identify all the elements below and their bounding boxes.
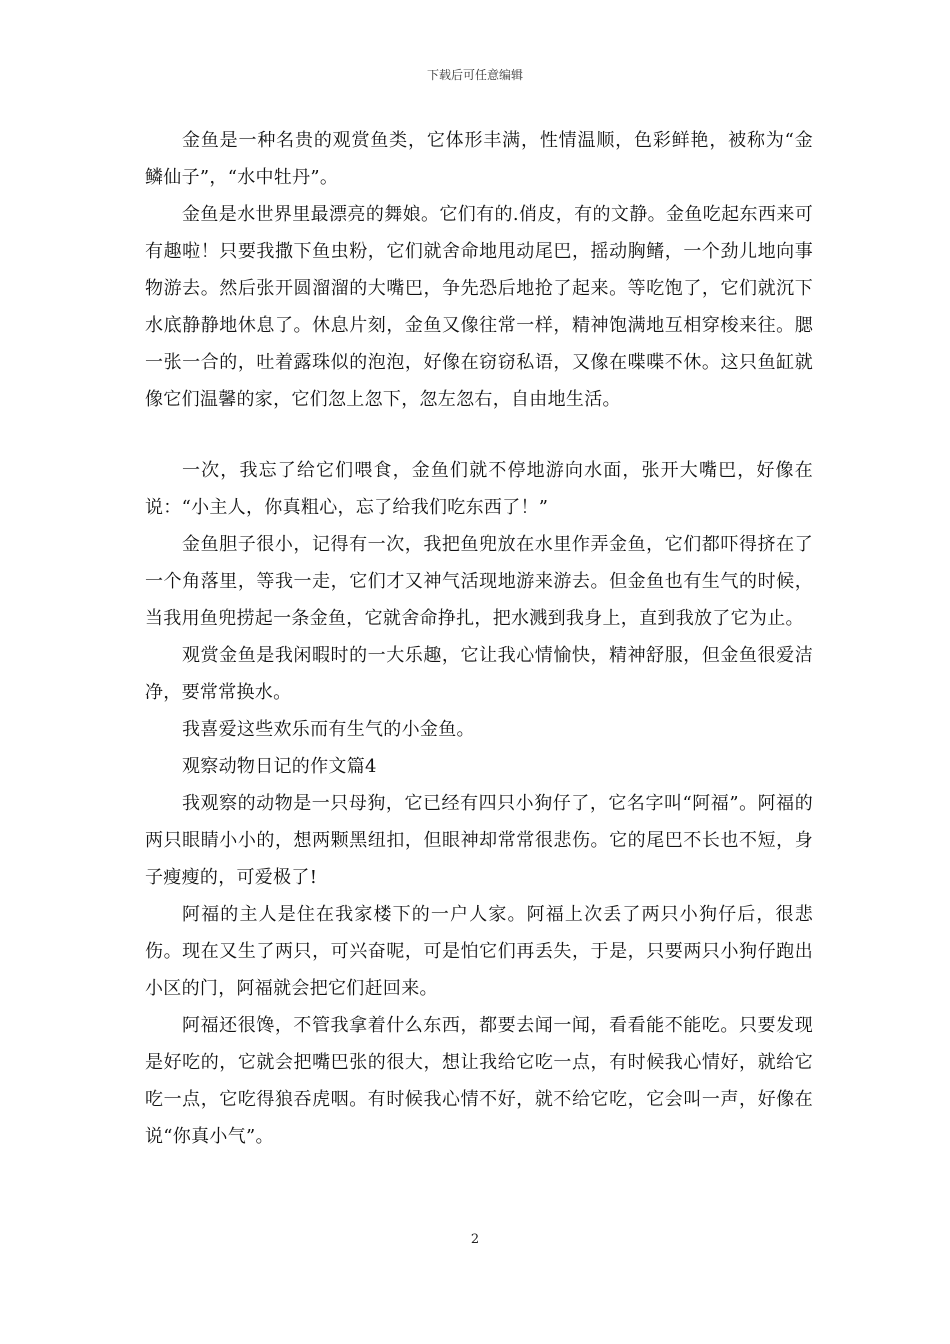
paragraph-dog-greedy: 阿福还很馋，不管我拿着什么东西，都要去闻一闻，看看能不能吃。只要发现是好吃的，它就会把嘴巴张的很大，想让我给它吃一点，有时候我心情好，就给它吃一点，它吃得狼吞虎咽。有时候我心情不好，就不给它吃，它会叫一声，好像在说“你真小气”。 [145, 1015, 813, 1147]
document-body [145, 122, 813, 1155]
page-header: 下载后可任意编辑 [426, 68, 523, 82]
paragraph-dog-intro: 我观察的动物是一只母狗，它已经有四只小狗仔了，它名字叫“阿福”。阿福的两只眼睛小小的，想两颗黑纽扣，但眼神却常常很悲伤。它的尾巴不长也不短，身子瘦瘦的，可爱极了! [145, 793, 813, 888]
paragraph-goldfish-forgot-feed: 一次，我忘了给它们喂食，金鱼们就不停地游向水面，张开大嘴巴，好像在说：“小主人，你真粗心，忘了给我们吃东西了！” [145, 460, 813, 518]
page-number: 2 [470, 1232, 480, 1247]
paragraph-goldfish-intro: 金鱼是一种名贵的观赏鱼类，它体形丰满，性情温顺，色彩鲜艳，被称为“金鳞仙子”，“水中牡丹”。 [145, 130, 813, 188]
paragraph-goldfish-love: 我喜爱这些欢乐而有生气的小金鱼。 [182, 719, 475, 740]
section-heading: 观察动物日记的作文篇4 [182, 756, 377, 777]
paragraph-goldfish-timid: 金鱼胆子很小，记得有一次，我把鱼兜放在水里作弄金鱼，它们都吓得挤在了一个角落里，等我一走，它们才又神气活现地游来游去。但金鱼也有生气的时候，当我用鱼兜捞起一条金鱼，它就舍命挣扎，把水溅到我身上，直到我放了它为止。 [145, 534, 813, 629]
paragraph-goldfish-hobby: 观赏金鱼是我闲暇时的一大乐趣，它让我心情愉快，精神舒服，但金鱼很爱洁净，要常常换水。 [145, 645, 813, 703]
paragraph-goldfish-dancer: 金鱼是水世界里最漂亮的舞娘。它们有的.俏皮，有的文静。金鱼吃起东西来可有趣啦！只要我撒下鱼虫粉，它们就舍命地甩动尾巴，摇动胸鳍，一个劲儿地向事物游去。然后张开圆溜溜的大嘴巴，争先恐后地抢了起来。等吃饱了，它们就沉下水底静静地休息了。休息片刻，金鱼又像往常一样，精神饱满地互相穿梭来往。腮一张一合的，吐着露珠似的泡泡，好像在窃窃私语，又像在喋喋不休。这只鱼缸就像它们温馨的家，它们忽上忽下，忽左忽右，自由地生活。 [145, 204, 813, 410]
paragraph-dog-owner: 阿福的主人是住在我家楼下的一户人家。阿福上次丢了两只小狗仔后，很悲伤。现在又生了两只，可兴奋呢，可是怕它们再丢失，于是，只要两只小狗仔跑出小区的门，阿福就会把它们赶回来。 [145, 904, 813, 999]
